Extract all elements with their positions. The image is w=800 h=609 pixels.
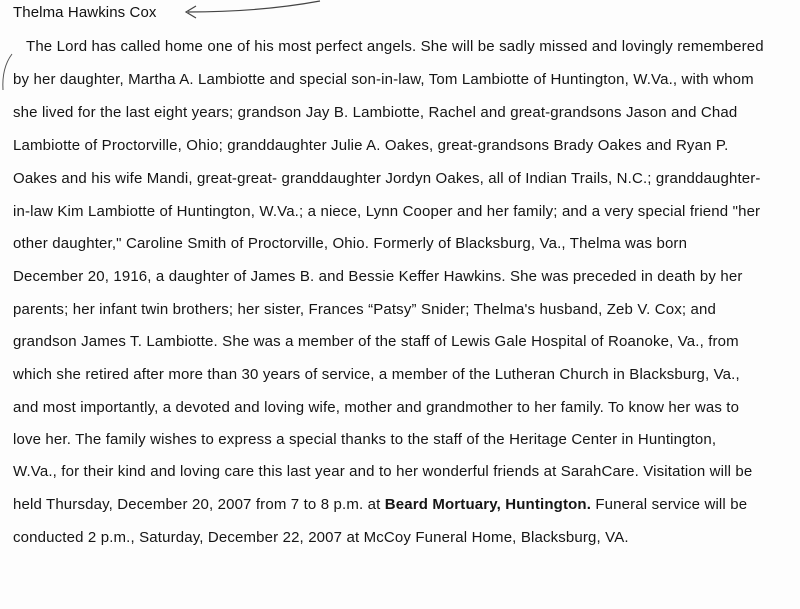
obituary-line-13: love her. The family wishes to express a special thanks to the staff of the Heritage Center in Huntington, (13, 431, 717, 448)
obituary-line-6: in-law Kim Lambiotte of Huntington, W.Va.; a niece, Lynn Cooper and her family; and a very special friend "her (13, 203, 761, 220)
line-15-text-c: Funeral service will be (591, 496, 748, 513)
obituary-line-16: conducted 2 p.m., Saturday, December 22, 2007 at McCoy Funeral Home, Blacksburg, VA. (13, 529, 629, 546)
margin-pen-mark-icon (0, 52, 14, 92)
line-15-text-a: held Thursday, December 20, 2007 from 7 to 8 p.m. at (13, 496, 385, 513)
obituary-line-15 (13, 496, 747, 513)
obituary-line-12: and most importantly, a devoted and loving wife, mother and grandmother to her family. To know her was to (13, 399, 740, 416)
obituary-line-9: parents; her infant twin brothers; her sister, Frances “Patsy” Snider; Thelma's husband, Zeb V. Cox; and (13, 301, 716, 318)
handwritten-arrow-icon (182, 0, 322, 24)
obituary-line-10: grandson James T. Lambiotte. She was a member of the staff of Lewis Gale Hospital of Roanoke, Va., from (13, 333, 739, 350)
obituary-line-14: W.Va., for their kind and loving care this last year and to her wonderful friends at SarahCare. Visitation will be (13, 463, 753, 480)
obituary-line-7: other daughter," Caroline Smith of Proctorville, Ohio. Formerly of Blacksburg, Va., Thelma was born (13, 235, 688, 252)
obituary-line-1: The Lord has called home one of his most perfect angels. She will be sadly missed and lovingly remembered (26, 38, 764, 55)
obituary-line-5: Oakes and his wife Mandi, great-great- granddaughter Jordyn Oakes, all of Indian Trails, N.C.; granddaughter- (13, 170, 761, 187)
obituary-line-3: she lived for the last eight years; grandson Jay B. Lambiotte, Rachel and great-grandsons Jason and Chad (13, 104, 738, 121)
obituary-line-8: December 20, 1916, a daughter of James B. and Bessie Keffer Hawkins. She was preceded in death by her (13, 268, 743, 285)
obituary-line-2: by her daughter, Martha A. Lambiotte and special son-in-law, Tom Lambiotte of Huntington, W.Va., with whom (13, 71, 754, 88)
obituary-line-11: which she retired after more than 30 years of service, a member of the Lutheran Church in Blacksburg, Va., (13, 366, 740, 383)
obituary-line-4: Lambiotte of Proctorville, Ohio; granddaughter Julie A. Oakes, great-grandsons Brady Oakes and Ryan P. (13, 137, 729, 154)
mortuary-name-bold: Beard Mortuary, Huntington. (384, 496, 592, 513)
document-title: Thelma Hawkins Cox (13, 4, 157, 21)
